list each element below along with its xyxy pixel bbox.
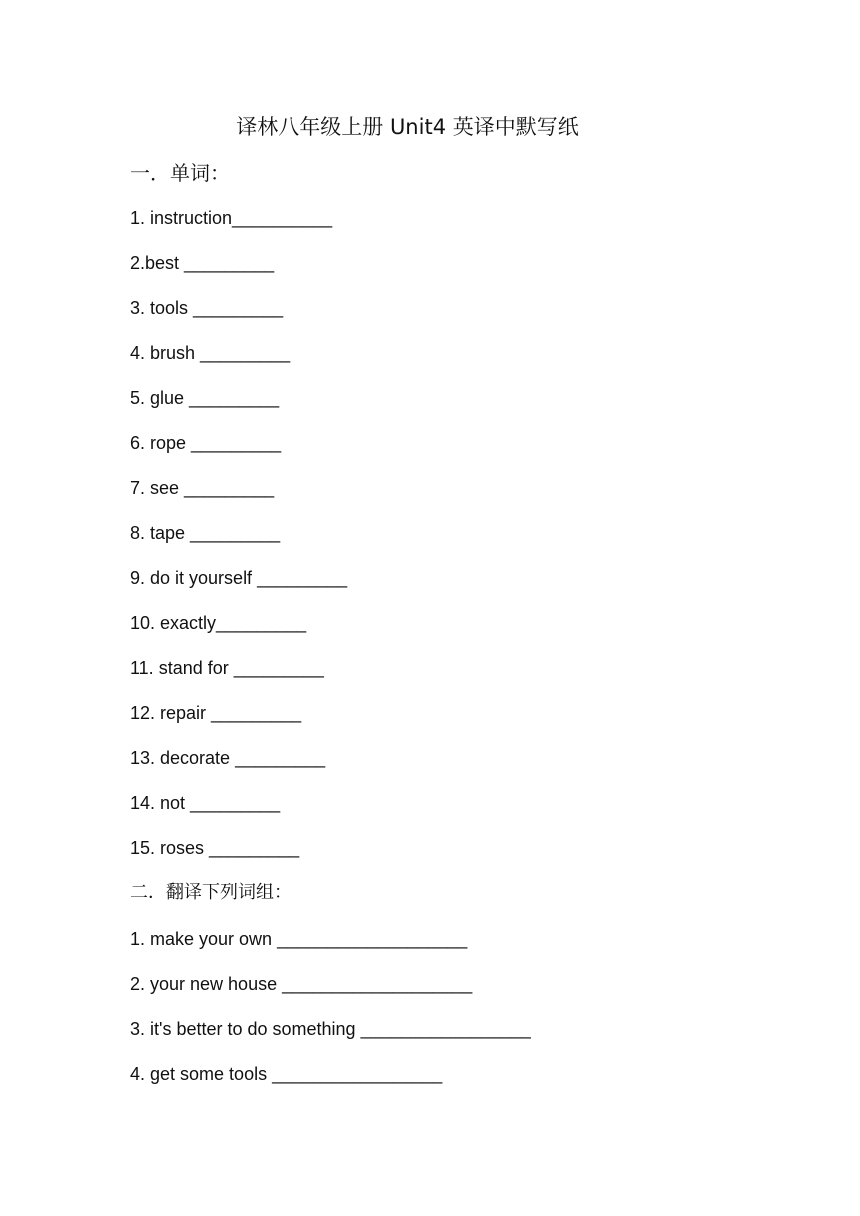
list-item-text: 1. make your own ___________________	[130, 929, 468, 949]
list-item-text: 15. roses _________	[130, 838, 300, 858]
list-item-text: 8. tape _________	[130, 523, 281, 543]
list-item	[130, 746, 347, 791]
list-item-text: 7. see _________	[130, 478, 275, 498]
section-heading-phrases: 二．翻译下列词组：	[130, 882, 292, 903]
list-item	[130, 476, 347, 521]
list-item	[130, 296, 347, 341]
list-item-text: 10. exactly_________	[130, 613, 307, 633]
list-item-text: 1. instruction__________	[130, 208, 333, 228]
list-item-text: 9. do it yourself _________	[130, 568, 348, 588]
list-item-text: 12. repair _________	[130, 703, 302, 723]
list-item	[130, 206, 347, 251]
list-item	[130, 431, 347, 476]
list-item-text: 3. tools _________	[130, 298, 284, 318]
list-item-text: 6. rope _________	[130, 433, 282, 453]
list-item	[130, 1017, 531, 1062]
list-item	[130, 521, 347, 566]
list-item-text: 4. brush _________	[130, 343, 291, 363]
list-item	[130, 341, 347, 386]
section-heading-words: 一．单词：	[130, 161, 230, 185]
list-item-text: 2. your new house ___________________	[130, 974, 473, 994]
list-item-text: 11. stand for _________	[130, 658, 324, 678]
list-item	[130, 791, 347, 836]
list-item	[130, 656, 347, 701]
list-item	[130, 611, 347, 656]
list-item	[130, 701, 347, 746]
list-item	[130, 386, 347, 431]
list-item	[130, 836, 347, 881]
list-item-text: 14. not _________	[130, 793, 281, 813]
list-item-text: 5. glue _________	[130, 388, 280, 408]
list-item	[130, 1062, 531, 1107]
phrase-list	[130, 927, 531, 1107]
list-item-text: 3. it's better to do something _________________	[130, 1019, 531, 1039]
list-item	[130, 251, 347, 296]
list-item-text: 2.best _________	[130, 253, 275, 273]
word-list	[130, 206, 347, 881]
list-item-text: 13. decorate _________	[130, 748, 326, 768]
list-item	[130, 972, 531, 1017]
list-item-text: 4. get some tools _________________	[130, 1064, 443, 1084]
page-title: 译林八年级上册 Unit4 英译中默写纸	[236, 115, 579, 139]
list-item	[130, 927, 531, 972]
list-item	[130, 566, 347, 611]
